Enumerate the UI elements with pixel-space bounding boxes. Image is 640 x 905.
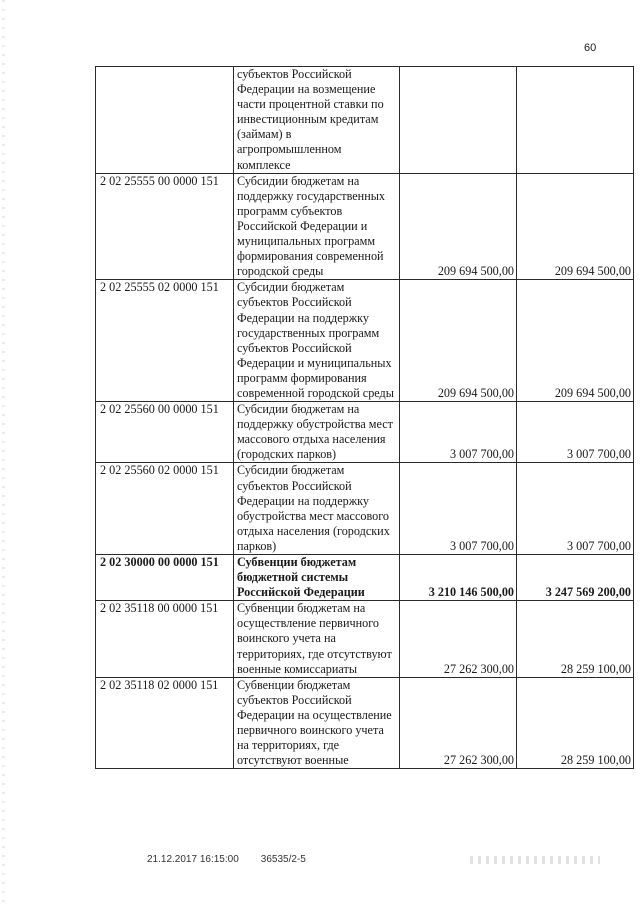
row-name-cell: Субсидии бюджетам на поддержку обустройства мест массового отдыха населения (городских парков) [234,402,400,463]
row-amount-2018-cell: 209 694 500,00 [400,280,517,402]
table-body [96,67,634,769]
row-code-cell: 2 02 25555 00 0000 151 [96,173,234,280]
row-code-cell: 2 02 25555 02 0000 151 [96,280,234,402]
table-row [96,601,634,677]
row-amount-2019-cell: 3 247 569 200,00 [517,555,634,601]
row-amount-2018-cell [400,67,517,174]
footer-stamp [147,854,306,865]
row-amount-2018-cell: 209 694 500,00 [400,173,517,280]
table-row [96,173,634,280]
scan-noise-artifact [470,856,600,864]
row-amount-2018-cell: 3 007 700,00 [400,463,517,555]
row-amount-2019-cell: 3 007 700,00 [517,463,634,555]
scan-edge-artifact [2,0,5,905]
table-row [96,555,634,601]
row-name-cell: Субвенции бюджетам на осуществление первичного воинского учета на территориях, где отсутствуют военные комиссариаты [234,601,400,677]
row-amount-2018-cell: 27 262 300,00 [400,677,517,769]
row-code-cell: 2 02 30000 00 0000 151 [96,555,234,601]
table-row [96,677,634,769]
row-amount-2019-cell [517,67,634,174]
row-amount-2019-cell: 28 259 100,00 [517,677,634,769]
footer-doc-number: 36535/2-5 [260,854,306,865]
row-code-cell: 2 02 25560 02 0000 151 [96,463,234,555]
row-name-cell: Субвенции бюджетам субъектов Российской Федерации на осуществление первичного воинского учета на территориях, где отсутствуют военные [234,677,400,769]
row-code-cell: 2 02 35118 00 0000 151 [96,601,234,677]
row-amount-2018-cell: 27 262 300,00 [400,601,517,677]
table-row [96,67,634,174]
row-name-cell: субъектов Российской Федерации на возмещение части процентной ставки по инвестиционным кредитам (займам) в агропромышленном комплексе [234,67,400,174]
row-amount-2019-cell: 28 259 100,00 [517,601,634,677]
row-amount-2019-cell: 209 694 500,00 [517,173,634,280]
page-number: 60 [584,42,597,54]
budget-revenue-table [95,66,634,769]
table-row [96,280,634,402]
row-code-cell: 2 02 35118 02 0000 151 [96,677,234,769]
table-row [96,463,634,555]
row-name-cell: Субвенции бюджетам бюджетной системы Российской Федерации [234,555,400,601]
table-row [96,402,634,463]
row-code-cell [96,67,234,174]
row-amount-2018-cell: 3 007 700,00 [400,402,517,463]
row-code-cell: 2 02 25560 00 0000 151 [96,402,234,463]
row-name-cell: Субсидии бюджетам субъектов Российской Федерации на поддержку государственных программ субъектов Российской Федерации и муниципальных программ формирования современной городской среды [234,280,400,402]
row-amount-2019-cell: 209 694 500,00 [517,280,634,402]
row-name-cell: Субсидии бюджетам субъектов Российской Федерации на поддержку обустройства мест массового отдыха населения (городских парков) [234,463,400,555]
row-amount-2018-cell: 3 210 146 500,00 [400,555,517,601]
row-name-cell: Субсидии бюджетам на поддержку государственных программ субъектов Российской Федерации и муниципальных программ формирования современной городской среды [234,173,400,280]
footer-datetime: 21.12.2017 16:15:00 [147,854,239,865]
row-amount-2019-cell: 3 007 700,00 [517,402,634,463]
